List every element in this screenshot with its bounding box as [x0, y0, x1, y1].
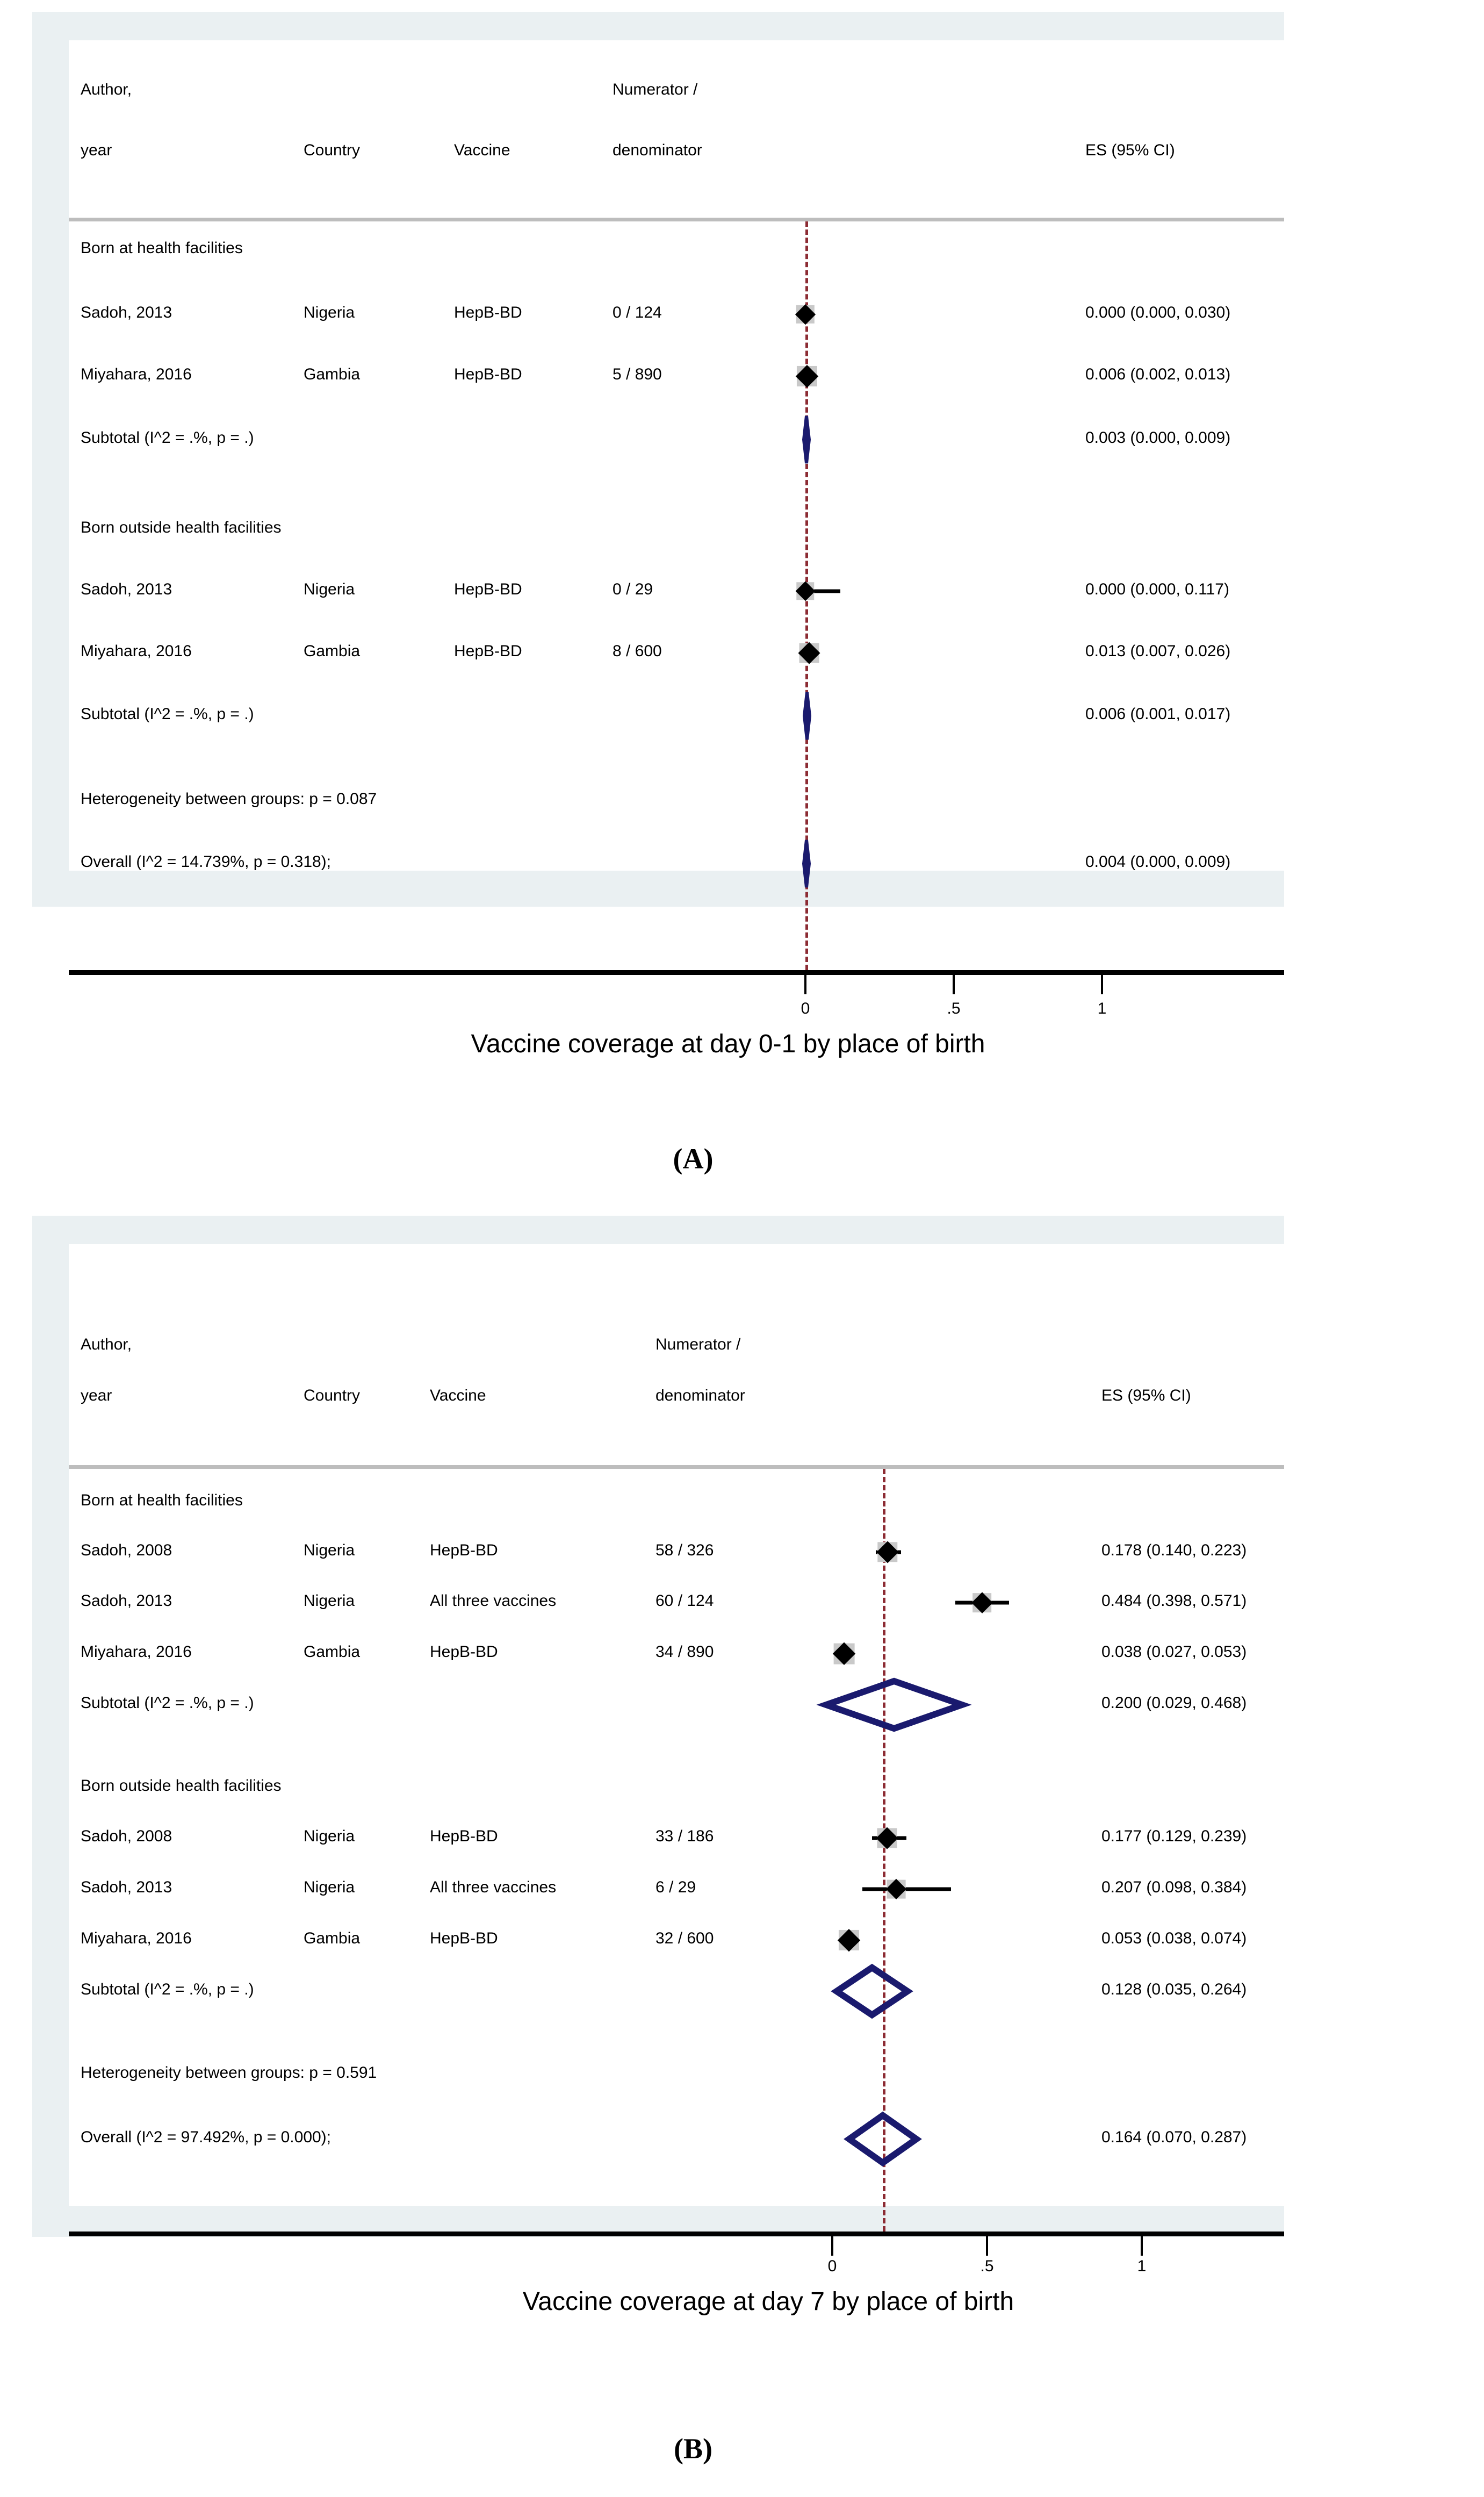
column-header-numerator: Numerator / — [613, 81, 698, 98]
study-author: Miyahara, 2016 — [81, 365, 192, 383]
column-header-country: Country — [304, 1387, 361, 1404]
study-effect-size: 0.013 (0.007, 0.026) — [1085, 642, 1231, 660]
column-header-denominator: denominator — [655, 1387, 745, 1404]
overall-diamond — [845, 2111, 921, 2167]
study-country: Gambia — [304, 365, 361, 383]
subtotal-diamond — [832, 1963, 912, 2019]
study-country: Nigeria — [304, 1878, 355, 1896]
column-header-year: year — [81, 141, 112, 159]
subtotal-effect-size: 0.006 (0.001, 0.017) — [1085, 705, 1231, 723]
column-header-vaccine: Vaccine — [454, 141, 510, 159]
subtotal-label: Subtotal (I^2 = .%, p = .) — [81, 705, 254, 723]
subtotal-effect-size: 0.128 (0.035, 0.264) — [1101, 1981, 1247, 1998]
study-country: Nigeria — [304, 1592, 355, 1610]
study-author: Miyahara, 2016 — [81, 1643, 192, 1661]
study-author: Sadoh, 2013 — [81, 304, 172, 321]
column-header-author: Author, — [81, 1336, 132, 1353]
heterogeneity-label: Heterogeneity between groups: p = 0.591 — [81, 2064, 377, 2082]
study-author: Sadoh, 2013 — [81, 1592, 172, 1610]
study-ratio: 5 / 890 — [613, 365, 662, 383]
column-header-denominator: denominator — [613, 141, 702, 159]
column-header-country: Country — [304, 141, 361, 159]
column-header-year: year — [81, 1387, 112, 1404]
header-rule — [69, 1465, 1284, 1469]
subtotal-effect-size: 0.200 (0.029, 0.468) — [1101, 1694, 1247, 1712]
study-country: Nigeria — [304, 580, 355, 598]
axis-tick-label: 1 — [1097, 1000, 1107, 1017]
study-author: Sadoh, 2013 — [81, 1878, 172, 1896]
axis-tick — [986, 2236, 988, 2256]
column-header-numerator: Numerator / — [655, 1336, 741, 1353]
study-effect-size: 0.207 (0.098, 0.384) — [1101, 1878, 1247, 1896]
study-country: Nigeria — [304, 1541, 355, 1559]
study-ratio: 8 / 600 — [613, 642, 662, 660]
group-label: Born outside health facilities — [81, 1777, 282, 1795]
study-effect-size: 0.038 (0.027, 0.053) — [1101, 1643, 1247, 1661]
study-ratio: 60 / 124 — [655, 1592, 714, 1610]
axis-tick-label: .5 — [980, 2257, 994, 2275]
study-effect-size: 0.000 (0.000, 0.117) — [1085, 580, 1229, 598]
axis-tick-label: 0 — [827, 2257, 837, 2275]
study-effect-size: 0.177 (0.129, 0.239) — [1101, 1827, 1247, 1845]
axis-title: Vaccine coverage at day 7 by place of birth — [522, 2287, 1014, 2316]
study-vaccine: All three vaccines — [430, 1878, 557, 1896]
overall-effect-size: 0.164 (0.070, 0.287) — [1101, 2128, 1247, 2146]
column-header-vaccine: Vaccine — [430, 1387, 486, 1404]
study-country: Nigeria — [304, 304, 355, 321]
subtotal-label: Subtotal (I^2 = .%, p = .) — [81, 429, 254, 447]
subtotal-label: Subtotal (I^2 = .%, p = .) — [81, 1981, 254, 1998]
subtotal-label: Subtotal (I^2 = .%, p = .) — [81, 1694, 254, 1712]
study-author: Miyahara, 2016 — [81, 642, 192, 660]
study-vaccine: HepB-BD — [430, 1541, 498, 1559]
study-vaccine: HepB-BD — [454, 304, 522, 321]
axis-tick — [831, 2236, 833, 2256]
overall-label: Overall (I^2 = 97.492%, p = 0.000); — [81, 2128, 332, 2146]
study-author: Miyahara, 2016 — [81, 1929, 192, 1947]
study-vaccine: HepB-BD — [454, 365, 522, 383]
group-label: Born outside health facilities — [81, 519, 282, 536]
study-country: Gambia — [304, 1643, 361, 1661]
subtotal-effect-size: 0.003 (0.000, 0.009) — [1085, 429, 1231, 447]
study-ratio: 0 / 124 — [613, 304, 662, 321]
study-ratio: 33 / 186 — [655, 1827, 714, 1845]
study-ratio: 32 / 600 — [655, 1929, 714, 1947]
group-label: Born at health facilities — [81, 1491, 243, 1509]
overall-effect-size: 0.004 (0.000, 0.009) — [1085, 853, 1231, 871]
study-ratio: 0 / 29 — [613, 580, 653, 598]
study-author: Sadoh, 2008 — [81, 1827, 172, 1845]
column-header-es: ES (95% CI) — [1085, 141, 1175, 159]
study-country: Nigeria — [304, 1827, 355, 1845]
study-ratio: 34 / 890 — [655, 1643, 714, 1661]
study-author: Sadoh, 2008 — [81, 1541, 172, 1559]
study-vaccine: All three vaccines — [430, 1592, 557, 1610]
overall-label: Overall (I^2 = 14.739%, p = 0.318); — [81, 853, 332, 871]
axis-title: Vaccine coverage at day 0-1 by place of birth — [471, 1030, 985, 1058]
study-author: Sadoh, 2013 — [81, 580, 172, 598]
heterogeneity-label: Heterogeneity between groups: p = 0.087 — [81, 790, 377, 808]
group-label: Born at health facilities — [81, 239, 243, 257]
study-effect-size: 0.484 (0.398, 0.571) — [1101, 1592, 1247, 1610]
study-vaccine: HepB-BD — [430, 1929, 498, 1947]
subtotal-diamond — [822, 1677, 967, 1733]
axis-tick-label: 1 — [1137, 2257, 1147, 2275]
study-effect-size: 0.053 (0.038, 0.074) — [1101, 1929, 1247, 1947]
column-header-author: Author, — [81, 81, 132, 98]
study-vaccine: HepB-BD — [454, 580, 522, 598]
axis-tick-label: .5 — [947, 1000, 961, 1017]
study-country: Gambia — [304, 642, 361, 660]
study-vaccine: HepB-BD — [454, 642, 522, 660]
study-ratio: 6 / 29 — [655, 1878, 696, 1896]
study-effect-size: 0.178 (0.140, 0.223) — [1101, 1541, 1247, 1559]
study-vaccine: HepB-BD — [430, 1643, 498, 1661]
study-ratio: 58 / 326 — [655, 1541, 714, 1559]
study-country: Gambia — [304, 1929, 361, 1947]
study-effect-size: 0.000 (0.000, 0.030) — [1085, 304, 1231, 321]
column-header-es: ES (95% CI) — [1101, 1387, 1191, 1404]
study-effect-size: 0.006 (0.002, 0.013) — [1085, 365, 1231, 383]
panel-letter-label: (B) — [674, 2433, 712, 2465]
panel-letter-label: (A) — [673, 1143, 714, 1175]
study-vaccine: HepB-BD — [430, 1827, 498, 1845]
axis-line — [69, 2231, 1284, 2236]
confidence-interval-line — [862, 1888, 951, 1891]
axis-tick-label: 0 — [801, 1000, 810, 1017]
axis-tick — [1141, 2236, 1143, 2256]
